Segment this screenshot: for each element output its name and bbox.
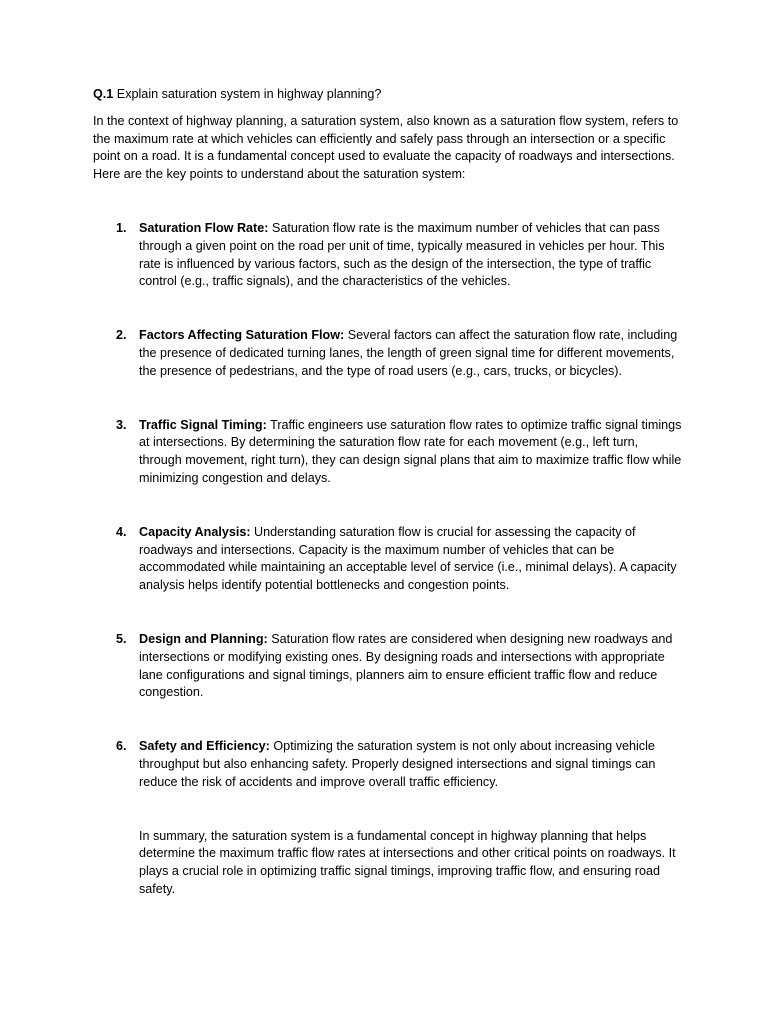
list-item-heading: Traffic Signal Timing: [139, 417, 267, 432]
list-item [93, 220, 683, 291]
intro-paragraph: In the context of highway planning, a saturation system, also known as a saturation flow system, refers to the maximum rate at which vehicles can efficiently and safely pass through an intersection or a specific point on a road. It is a fundamental concept used to evaluate the capacity of roadways and intersections. Here are the key points to understand about the saturation system: [93, 113, 679, 182]
list-item-heading: Saturation Flow Rate: [139, 220, 269, 235]
list-item-heading: Capacity Analysis: [139, 524, 251, 539]
list-item-body: Saturation flow rate is the maximum number of vehicles that can pass through a given point on the road per unit of time, typically measured in vehicles per hour. This rate is influenced by various factors, such as the design of the intersection, the type of traffic control (e.g., traffic signals), and the characteristics of the vehicles. [139, 220, 665, 289]
list-item-heading: Design and Planning: [139, 631, 268, 646]
list-item [93, 417, 683, 488]
list-item-number: 3. [116, 417, 127, 432]
list-item-number: 4. [116, 524, 127, 539]
list-item-body: Optimizing the saturation system is not only about increasing vehicle throughput but also enhancing safety. Properly designed intersections and signal timings can reduce the risk of accidents and improve overall traffic efficiency. [139, 739, 656, 789]
list-item-body: Traffic engineers use saturation flow rates to optimize traffic signal timings at intersections. By determining the saturation flow rate for each movement (e.g., left turn, through movement, right turn), they can design signal plans that aim to maximize traffic flow while minimizing congestion and delays. [139, 417, 682, 485]
list-item [93, 524, 683, 595]
question-number: Q.1 [93, 87, 114, 101]
summary-paragraph: In summary, the saturation system is a fundamental concept in highway planning that helps determine the maximum traffic flow rates at intersections and other critical points on roadways. It plays a crucial role in optimizing traffic signal timings, improving traffic flow, and ensuring road safety. [139, 828, 676, 896]
list-item-number: 1. [116, 220, 127, 235]
list-item-body: Understanding saturation flow is crucial for assessing the capacity of roadways and intersections. Capacity is the maximum number of vehicles that can be accommodated while maintaining an acceptable level of service (i.e., minimal delays). A capacity analysis helps identify potential bottlenecks and congestion points. [139, 524, 677, 593]
list-item-heading: Safety and Efficiency: [139, 739, 270, 754]
list-item-body: Several factors can affect the saturation flow rate, including the presence of dedicated turning lanes, the length of green signal time for different movements, the presence of pedestrians, and the type of road users (e.g., cars, trucks, or bicycles). [139, 328, 678, 378]
list-item-heading: Factors Affecting Saturation Flow: [139, 328, 345, 343]
document-page [93, 86, 683, 899]
list-item [93, 738, 683, 791]
list-item [93, 327, 683, 380]
list-item-number: 5. [116, 631, 127, 646]
list-item [93, 631, 683, 702]
key-points-list [93, 220, 683, 792]
list-item-number: 2. [116, 328, 127, 343]
question-text: Explain saturation system in highway planning? [113, 87, 382, 101]
list-item-body: Saturation flow rates are considered when designing new roadways and intersections or modifying existing ones. By designing roads and intersections with appropriate lane configurations and signal timings, planners aim to ensure efficient traffic flow and reduce congestion. [139, 631, 673, 700]
question-line [93, 86, 683, 104]
list-item-number: 6. [116, 739, 127, 754]
